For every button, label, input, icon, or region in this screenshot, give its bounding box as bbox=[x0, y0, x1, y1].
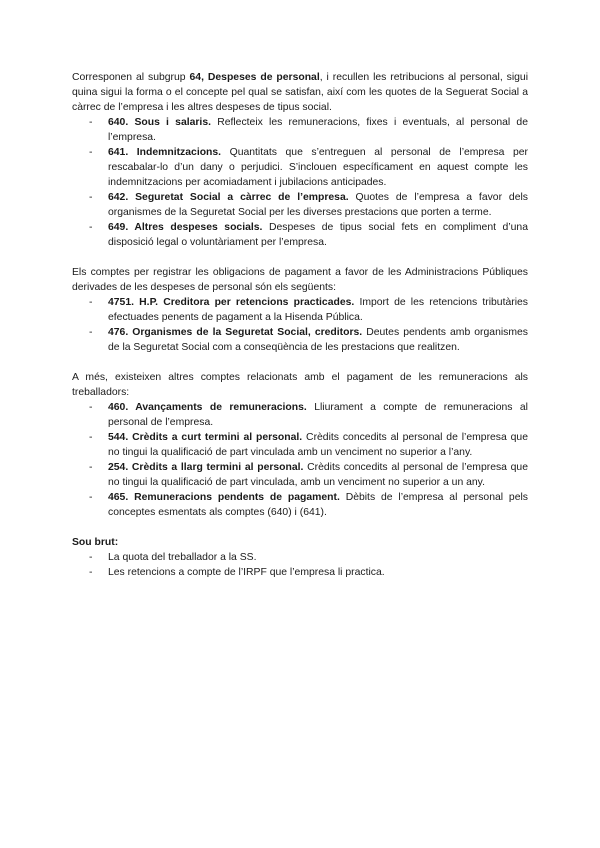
item-title: 465. Remuneracions pendents de pagament. bbox=[108, 492, 340, 503]
dash-bullet: - bbox=[89, 327, 93, 338]
intro-text-bold: 64, Despeses de personal bbox=[189, 72, 320, 83]
dash-bullet: - bbox=[89, 117, 93, 128]
dash-bullet: - bbox=[89, 567, 93, 578]
item-text: Import de les retencions tributàries efectuades penents de pagament a la Hisenda Pública. bbox=[108, 297, 528, 323]
item-title: 476. Organismes de la Seguretat Social, creditors. bbox=[108, 327, 363, 338]
list-item bbox=[72, 325, 528, 355]
item-title: 642. Seguretat Social a càrrec de l’empresa. bbox=[108, 192, 349, 203]
dash-bullet: - bbox=[89, 192, 93, 203]
item-text: Dèbits de l’empresa al personal pels conceptes esmentats als comptes (640) i (641). bbox=[108, 492, 528, 518]
other-accounts-list bbox=[72, 400, 528, 520]
item-text: La quota del treballador a la SS. bbox=[108, 552, 257, 563]
list-item bbox=[72, 460, 528, 490]
item-title: 254. Crèdits a llarg termini al personal. bbox=[108, 462, 304, 473]
dash-bullet: - bbox=[89, 432, 93, 443]
dash-bullet: - bbox=[89, 552, 93, 563]
dash-bullet: - bbox=[89, 492, 93, 503]
list-item bbox=[72, 490, 528, 520]
list-item bbox=[72, 400, 528, 430]
list-item bbox=[72, 115, 528, 145]
item-title: 640. Sous i salaris. bbox=[108, 117, 211, 128]
document-body bbox=[72, 70, 528, 580]
intro-text-post: , i recullen les retribucions al personal, sigui quina sigui la forma o el concepte pel qual se satisfan, així com les quotes de la Seguerat Social a càrrec de l’empresa i les altres despeses de tipus social. bbox=[72, 72, 529, 113]
intro-text-pre: Corresponen al subgrup bbox=[72, 72, 190, 83]
item-title: 544. Crèdits a curt termini al personal. bbox=[108, 432, 303, 443]
item-title: 460. Avançaments de remuneracions. bbox=[108, 402, 307, 413]
spacer bbox=[72, 520, 528, 535]
item-text: Quantitats que s’entreguen al personal de l’empresa per rescabalar-lo d’un dany o perjudici. S’inclouen específicament en aquest compte les indemnitzacions per acomiadament i jubilacions anticipades. bbox=[108, 147, 528, 188]
item-text: Quotes de l’empresa a favor dels organismes de la Seguretat Social per les diverses prestacions que porten a terme. bbox=[108, 192, 528, 218]
item-text: Lliurament a compte de remuneracions al personal de l’empresa. bbox=[108, 402, 528, 428]
item-text: Les retencions a compte de l’IRPF que l’empresa li practica. bbox=[108, 567, 385, 578]
item-title: 4751. H.P. Creditora per retencions practicades. bbox=[108, 297, 355, 308]
item-text: Despeses de tipus social fets en compliment d’una disposició legal o voluntàriament per l’empresa. bbox=[108, 222, 528, 248]
dash-bullet: - bbox=[89, 462, 93, 473]
list-item bbox=[72, 430, 528, 460]
list-item bbox=[72, 550, 528, 565]
dash-bullet: - bbox=[89, 402, 93, 413]
item-text: Deutes pendents amb organismes de la Seguretat Social com a conseqüència de les prestacions que realitzen. bbox=[108, 327, 528, 353]
list-item bbox=[72, 190, 528, 220]
list-item bbox=[72, 220, 528, 250]
sou-brut-list bbox=[72, 550, 528, 580]
list-item bbox=[72, 295, 528, 325]
spacer bbox=[72, 355, 528, 370]
item-text: Crèdits concedits al personal de l’empresa que no tingui la qualificació de part vinculada, amb un venciment no superior a un any. bbox=[108, 462, 528, 488]
personal-expenses-list bbox=[72, 115, 528, 250]
public-admin-list bbox=[72, 295, 528, 355]
item-text: Reflecteix les remuneracions, fixes i eventuals, al personal de l’empresa. bbox=[108, 117, 528, 143]
dash-bullet: - bbox=[89, 297, 93, 308]
intro-paragraph bbox=[72, 70, 528, 115]
other-accounts-paragraph: A més, existeixen altres comptes relacionats amb el pagament de les remuneracions als treballadors: bbox=[72, 372, 528, 398]
spacer bbox=[72, 250, 528, 265]
dash-bullet: - bbox=[89, 147, 93, 158]
item-text: Crèdits concedits al personal de l’empresa que no tingui la qualificació de part vinculada amb un venciment no superior a l’any. bbox=[108, 432, 528, 458]
list-item bbox=[72, 145, 528, 190]
list-item bbox=[72, 565, 528, 580]
public-admin-paragraph: Els comptes per registrar les obligacions de pagament a favor de les Administracions Públiques derivades de les despeses de personal són els següents: bbox=[72, 267, 528, 293]
item-title: 641. Indemnitzacions. bbox=[108, 147, 222, 158]
sou-brut-heading: Sou brut: bbox=[72, 537, 119, 548]
dash-bullet: - bbox=[89, 222, 93, 233]
item-title: 649. Altres despeses socials. bbox=[108, 222, 263, 233]
